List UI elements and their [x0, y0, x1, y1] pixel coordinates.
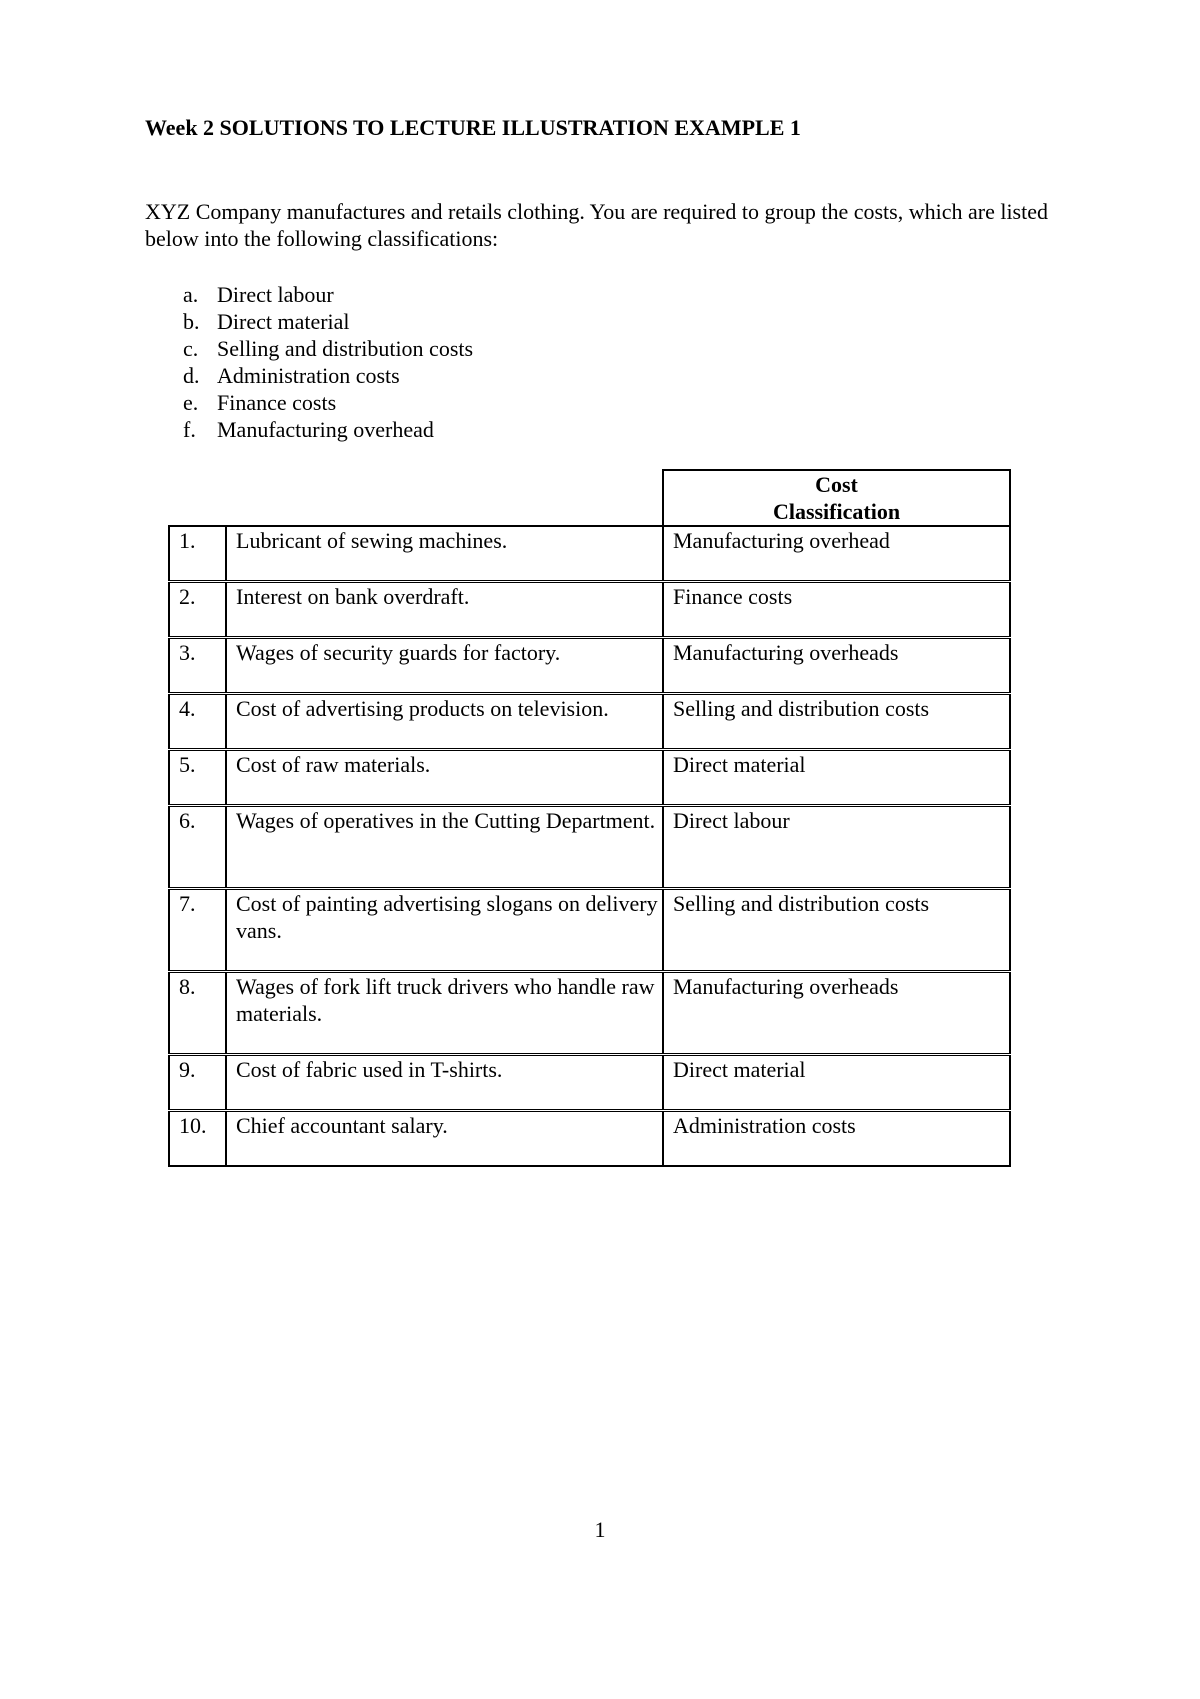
classification-list: [183, 281, 473, 443]
table-row: [169, 694, 1010, 750]
classification-header-line1: Cost: [815, 472, 858, 497]
table-row: [169, 1055, 1010, 1111]
row-number: 9.: [169, 1055, 226, 1111]
list-item-label: Manufacturing overhead: [217, 417, 434, 442]
cost-classification: Finance costs: [663, 582, 1010, 638]
intro-text: XYZ Company manufactures and retails clothing. You are required to group the costs, which are listed below into the following classifications:: [145, 199, 1048, 251]
cost-classification: Selling and distribution costs: [663, 889, 1010, 972]
cost-classification: Manufacturing overheads: [663, 972, 1010, 1055]
table-row: [169, 750, 1010, 806]
page-title: Week 2 SOLUTIONS TO LECTURE ILLUSTRATION EXAMPLE 1: [145, 115, 801, 140]
row-number: 4.: [169, 694, 226, 750]
table-row: [169, 582, 1010, 638]
row-number: 5.: [169, 750, 226, 806]
row-number: 10.: [169, 1111, 226, 1167]
cost-description: Cost of advertising products on television.: [226, 694, 663, 750]
list-item: [183, 335, 473, 362]
table-row: [169, 526, 1010, 582]
cost-classification: Administration costs: [663, 1111, 1010, 1167]
row-number: 2.: [169, 582, 226, 638]
table-header-row: [169, 470, 1010, 526]
row-number: 3.: [169, 638, 226, 694]
cost-description: Interest on bank overdraft.: [226, 582, 663, 638]
cost-description: Cost of painting advertising slogans on delivery vans.: [226, 889, 663, 972]
cost-classification: Manufacturing overhead: [663, 526, 1010, 582]
cost-classification: Manufacturing overheads: [663, 638, 1010, 694]
cost-description: Wages of fork lift truck drivers who handle raw materials.: [226, 972, 663, 1055]
cost-classification: Selling and distribution costs: [663, 694, 1010, 750]
intro-paragraph: [145, 198, 1075, 252]
list-item-letter: e.: [183, 390, 199, 415]
row-number: 1.: [169, 526, 226, 582]
list-item: [183, 389, 473, 416]
table-row: [169, 889, 1010, 972]
row-number: 7.: [169, 889, 226, 972]
list-item-label: Selling and distribution costs: [217, 336, 474, 361]
list-item: [183, 308, 473, 335]
list-item-label: Administration costs: [217, 363, 400, 388]
table-row: [169, 806, 1010, 889]
cost-classification: Direct material: [663, 1055, 1010, 1111]
cost-classification: Direct material: [663, 750, 1010, 806]
list-item-letter: c.: [183, 336, 199, 361]
list-item-letter: d.: [183, 363, 200, 388]
list-item-label: Direct labour: [217, 282, 334, 307]
list-item: [183, 281, 473, 308]
table-row: [169, 972, 1010, 1055]
cost-classification-table: [168, 469, 1011, 1167]
list-item-letter: f.: [183, 417, 196, 442]
cost-description: Lubricant of sewing machines.: [226, 526, 663, 582]
list-item-letter: b.: [183, 309, 200, 334]
row-number: 8.: [169, 972, 226, 1055]
list-item: [183, 362, 473, 389]
table-row: [169, 1111, 1010, 1167]
table-row: [169, 638, 1010, 694]
cost-description: Wages of security guards for factory.: [226, 638, 663, 694]
cost-description: Chief accountant salary.: [226, 1111, 663, 1167]
list-item-letter: a.: [183, 282, 199, 307]
classification-header-line2: Classification: [772, 499, 901, 524]
list-item: [183, 416, 473, 443]
list-item-label: Finance costs: [217, 390, 337, 415]
page-number: 1: [594, 1517, 606, 1542]
list-item-label: Direct material: [217, 309, 350, 334]
row-number: 6.: [169, 806, 226, 889]
cost-description: Wages of operatives in the Cutting Department.: [226, 806, 663, 889]
cost-description: Cost of raw materials.: [226, 750, 663, 806]
classification-header: [663, 470, 1010, 526]
cost-classification: Direct labour: [663, 806, 1010, 889]
cost-description: Cost of fabric used in T-shirts.: [226, 1055, 663, 1111]
